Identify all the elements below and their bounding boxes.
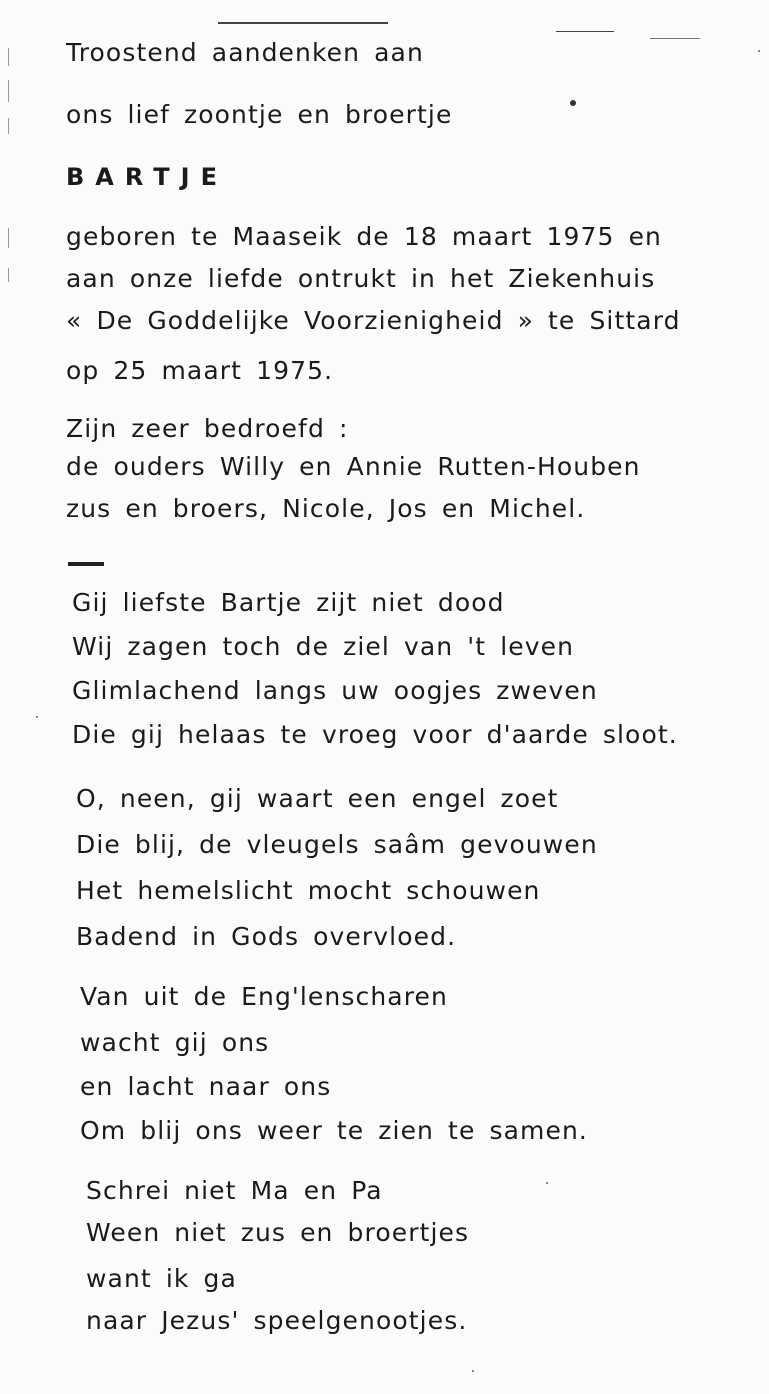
speck: [36, 716, 38, 718]
poem-stanza-1-line-3: Glimlachend langs uw oogjes zweven: [72, 676, 598, 705]
poem-stanza-4-line-3: want ik ga: [86, 1264, 237, 1293]
poem-stanza-4-line-1: Schrei niet Ma en Pa: [86, 1176, 383, 1205]
top-rule-far-right: [650, 38, 700, 39]
birth-line-4: op 25 maart 1975.: [66, 356, 334, 385]
poem-stanza-3-line-2: wacht gij ons: [80, 1028, 270, 1057]
bullet-dot: [570, 100, 576, 106]
poem-stanza-1-line-4: Die gij helaas te vroeg voor d'aarde sloot.: [72, 720, 678, 749]
poem-stanza-1-line-2: Wij zagen toch de ziel van 't leven: [72, 632, 575, 661]
poem-stanza-2-line-4: Badend in Gods overvloed.: [76, 922, 457, 951]
edge-mark: [8, 268, 9, 282]
birth-line-3: « De Goddelijke Voorzienigheid » te Sittard: [66, 306, 681, 335]
edge-mark: [8, 118, 9, 134]
intro-line-1: Troostend aandenken aan: [66, 38, 424, 67]
poem-stanza-3-line-4: Om blij ons weer te zien te samen.: [80, 1116, 588, 1145]
poem-stanza-4-line-2: Ween niet zus en broertjes: [86, 1218, 470, 1247]
birth-line-2: aan onze liefde ontrukt in het Ziekenhuis: [66, 264, 656, 293]
poem-stanza-2-line-2: Die blij, de vleugels saâm gevouwen: [76, 830, 598, 859]
birth-line-1: geboren te Maaseik de 18 maart 1975 en: [66, 222, 663, 251]
poem-stanza-2-line-1: O, neen, gij waart een engel zoet: [76, 784, 559, 813]
top-rule-right: [556, 31, 614, 32]
edge-mark: [8, 80, 9, 102]
speck: [472, 1370, 474, 1372]
speck: [546, 1182, 548, 1184]
edge-mark: [8, 228, 9, 248]
poem-stanza-3-line-1: Van uit de Eng'lenscharen: [80, 982, 448, 1011]
top-rule: [218, 22, 388, 24]
deceased-name: BARTJE: [66, 163, 228, 191]
poem-stanza-4-line-4: naar Jezus' speelgenootjes.: [86, 1306, 468, 1335]
mourners-line-3: zus en broers, Nicole, Jos en Michel.: [66, 494, 586, 523]
poem-stanza-3-line-3: en lacht naar ons: [80, 1072, 332, 1101]
edge-mark: [8, 48, 9, 66]
separator-dash: [68, 562, 104, 566]
poem-stanza-2-line-3: Het hemelslicht mocht schouwen: [76, 876, 541, 905]
speck: [758, 50, 760, 52]
mourners-line-1: Zijn zeer bedroefd :: [66, 414, 349, 443]
intro-line-2: ons lief zoontje en broertje: [66, 100, 453, 129]
poem-stanza-1-line-1: Gij liefste Bartje zijt niet dood: [72, 588, 505, 617]
mourners-line-2: de ouders Willy en Annie Rutten-Houben: [66, 452, 641, 481]
